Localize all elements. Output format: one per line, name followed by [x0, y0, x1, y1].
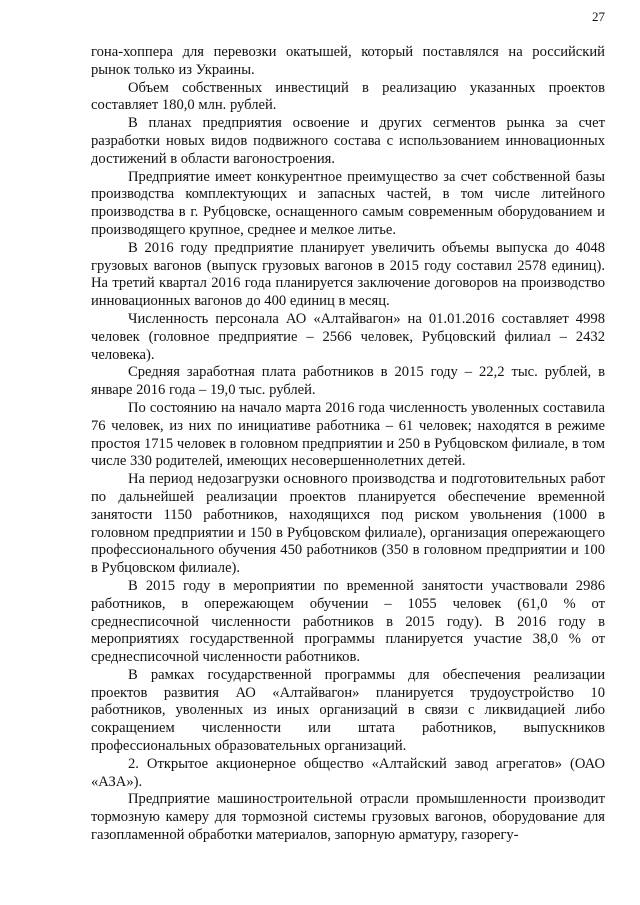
- page-number: 27: [592, 9, 605, 24]
- paragraph: Объем собственных инвестиций в реализацию указанных проектов составляет 180,0 млн. рублей.: [91, 79, 605, 114]
- body-text: [91, 44, 605, 845]
- paragraph: Средняя заработная плата работников в 2015 году – 22,2 тыс. рублей, в январе 2016 года – 19,0 тыс. рублей.: [91, 364, 605, 399]
- paragraph: По состоянию на начало марта 2016 года численность уволенных составила 76 человек, из них по инициативе работника – 61 человек; находятся в режиме простоя 1715 человек в головном предприятии и 250 в Рубцовском филиале, в том числе 330 родителей, имеющих несовершеннолетних детей.: [91, 399, 605, 470]
- paragraph: гона-хоппера для перевозки окатышей, который поставлялся на российский рынок только из Украины.: [91, 44, 605, 78]
- paragraph: В планах предприятия освоение и других сегментов рынка за счет разработки новых видов подвижного состава с использованием инновационных достижений в области вагоностроения.: [91, 115, 605, 167]
- paragraph: В 2016 году предприятие планирует увеличить объемы выпуска до 4048 грузовых вагонов (выпуск грузовых вагонов в 2015 году составил 2578 единиц). На третий квартал 2016 года планируется заключение договоров на производство инновационных вагонов до 400 единиц в месяц.: [91, 239, 605, 310]
- paragraph: Предприятие имеет конкурентное преимущество за счет собственной базы производства комплектующих и запасных частей, в том числе литейного производства в г. Рубцовске, оснащенного самым современным оборудованием и производящего крупное, среднее и мелкое литье.: [91, 168, 605, 238]
- paragraph: На период недозагрузки основного производства и подготовительных работ по дальнейшей реализации проектов планируется обеспечение временной занятости 1150 работников, находящихся под риском увольнения (1000 в головном предприятии и 150 в Рубцовском филиале), организация опережающего профессионального обучения 450 работников (350 в головном предприятии и 100 в Рубцовском филиале).: [91, 471, 605, 577]
- paragraph: Предприятие машиностроительной отрасли промышленности производит тормозную камеру для тормозной системы грузовых вагонов, оборудование для газопламенной обработки материалов, запорную арматуру, газорегу-: [91, 791, 605, 844]
- paragraph: В рамках государственной программы для обеспечения реализации проектов развития АО «Алтайвагон» планируется трудоустройство 10 работников, уволенных из иных организаций в связи с ликвидацией либо сокращением численности или штата работников, выпускников профессиональных образовательных организаций.: [91, 666, 605, 755]
- section-heading: 2. Открытое акционерное общество «Алтайский завод агрегатов» (ОАО «АЗА»).: [91, 755, 605, 790]
- paragraph: В 2015 году в мероприятии по временной занятости участвовали 2986 работников, в опережающем обучении – 1055 человек (61,0 % от среднесписочной численности работников в 2015 году). В 2016 году в мероприятиях государственной программы планируется участие 38,0 % от среднесписочной численности работников.: [91, 577, 605, 666]
- paragraph: Численность персонала АО «Алтайвагон» на 01.01.2016 составляет 4998 человек (головное предприятие – 2566 человек, Рубцовский филиал – 2432 человека).: [91, 310, 605, 363]
